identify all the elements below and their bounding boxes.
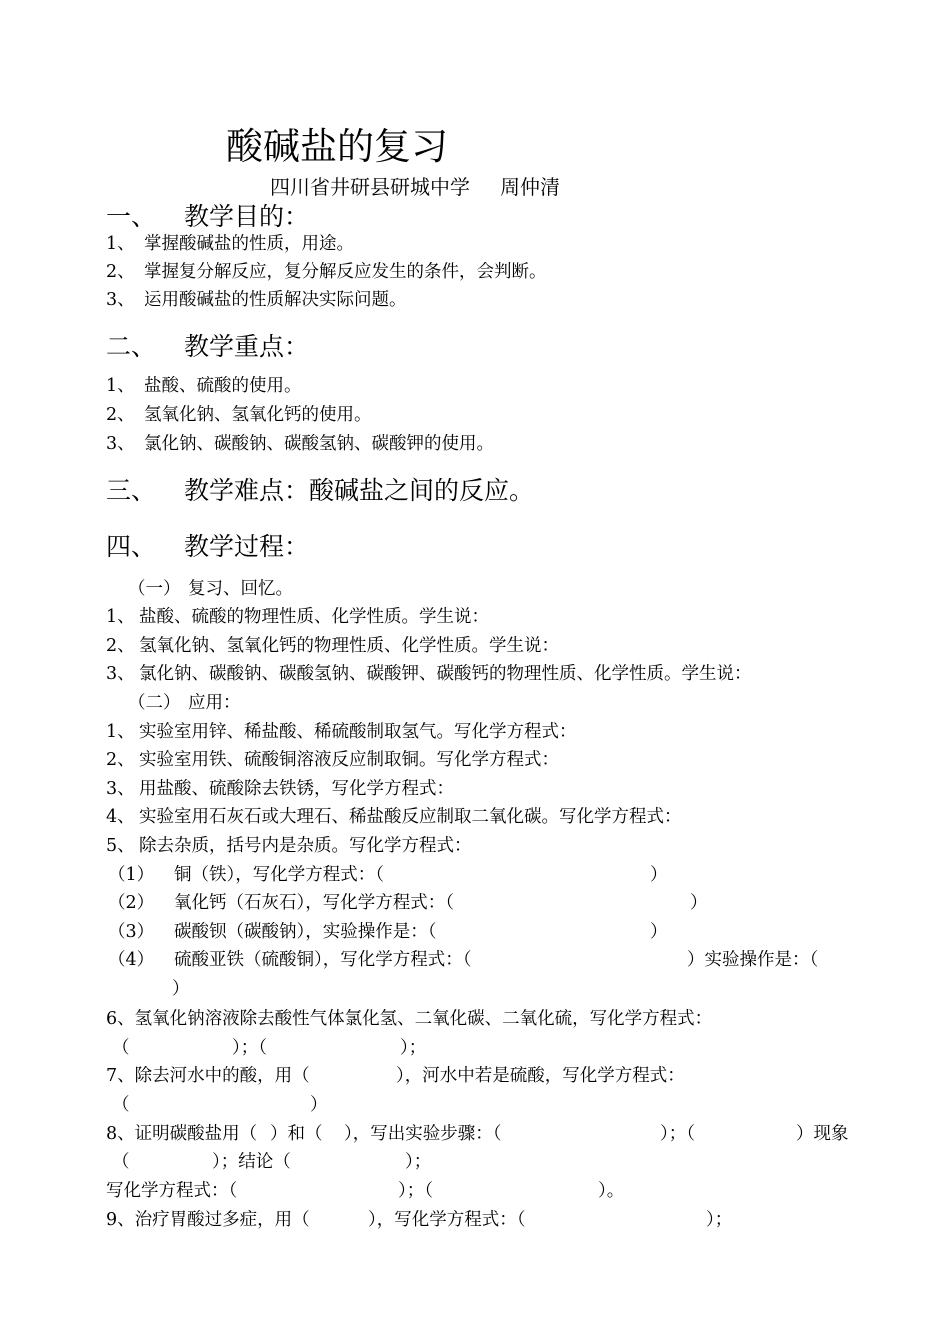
blank-close: ） xyxy=(172,979,190,999)
sub-item: （4） 硫酸亚铁（硫酸铜），写化学方程式：（ xyxy=(108,950,472,970)
question-7-cont: ），河水中若是硫酸，写化学方程式： xyxy=(396,1066,685,1086)
list-item: 3、 运用酸碱盐的性质解决实际问题。 xyxy=(106,290,407,310)
list-item: 3、 用盐酸、硫酸除去铁锈，写化学方程式： xyxy=(106,779,454,799)
blank-open: （ xyxy=(112,1152,130,1172)
section-heading-process xyxy=(106,527,309,563)
question-8-and: ）和（ xyxy=(270,1124,323,1144)
section-label: 教学过程： xyxy=(184,532,310,561)
question-8-phenomenon: ）现象 xyxy=(796,1124,849,1144)
list-item: 1、 盐酸、硫酸的物理性质、化学性质。学生说： xyxy=(106,607,489,627)
section-label: 教学重点： xyxy=(184,332,310,361)
blank-close: ）； xyxy=(706,1210,733,1230)
section-heading-goals xyxy=(106,197,309,233)
blank-close: ）。 xyxy=(598,1181,625,1201)
blank-open: （ xyxy=(112,1038,130,1058)
section-number: 一、 xyxy=(106,202,157,231)
author-name: 周仲清 xyxy=(500,175,560,199)
blank-close: ） xyxy=(650,865,668,885)
question-8: 8、证明碳酸盐用（ xyxy=(106,1124,258,1144)
section-heading-difficulty xyxy=(106,471,534,507)
question-8-steps: ），写出实验步骤：（ xyxy=(344,1124,502,1144)
list-item: 4、 实验室用石灰石或大理石、稀盐酸反应制取二氧化碳。写化学方程式： xyxy=(106,807,682,827)
blank-close: ）； xyxy=(405,1152,432,1172)
list-item: 2、 实验室用铁、硫酸铜溶液反应制取铜。写化学方程式： xyxy=(106,750,559,770)
blank-open: （ xyxy=(112,1095,130,1115)
question-6: 6、氢氧化钠溶液除去酸性气体氯化氢、二氧化碳、二氧化硫，写化学方程式： xyxy=(106,1009,713,1029)
section-number: 四、 xyxy=(106,532,157,561)
blank-separator: ）；（ xyxy=(232,1038,267,1058)
author-school: 四川省井研县研城中学 xyxy=(270,175,470,199)
list-item: 1、 掌握酸碱盐的性质，用途。 xyxy=(106,234,354,254)
list-item: 5、 除去杂质，括号内是杂质。写化学方程式： xyxy=(106,836,472,856)
list-item: 2、 氢氧化钠、氢氧化钙的使用。 xyxy=(106,405,372,425)
section-label: 教学难点：酸碱盐之间的反应。 xyxy=(184,476,535,505)
blank-separator: ）；（ xyxy=(660,1124,695,1144)
sub-item: （1） 铜（铁），写化学方程式：（ xyxy=(108,865,384,885)
question-9-equation: ），写化学方程式：（ xyxy=(368,1210,526,1230)
list-item: 2、 掌握复分解反应，复分解反应发生的条件，会判断。 xyxy=(106,262,547,282)
author-line xyxy=(270,171,560,200)
list-item: 3、 氯化钠、碳酸钠、碳酸氢钠、碳酸钾的使用。 xyxy=(106,434,494,454)
blank-close: ） xyxy=(650,922,668,942)
section-heading-keys xyxy=(106,327,309,363)
blank-close: ）实验操作是：（ xyxy=(687,950,819,970)
blank-close: ） xyxy=(690,893,708,913)
question-8-conclusion: ）；结论（ xyxy=(212,1152,291,1172)
sub-item: （3） 碳酸钡（碳酸钠），实验操作是：（ xyxy=(108,922,437,942)
list-item: 2、 氢氧化钠、氢氧化钙的物理性质、化学性质。学生说： xyxy=(106,636,559,656)
list-item: 1、 实验室用锌、稀盐酸、稀硫酸制取氢气。写化学方程式： xyxy=(106,722,577,742)
list-item: 1、 盐酸、硫酸的使用。 xyxy=(106,376,302,396)
question-7: 7、除去河水中的酸，用（ xyxy=(106,1066,310,1086)
blank-close: ）； xyxy=(400,1038,427,1058)
section-number: 二、 xyxy=(106,332,157,361)
subsection-heading-review: （一） 复习、回忆。 xyxy=(128,579,293,599)
blank-separator: ）；（ xyxy=(398,1181,433,1201)
sub-item: （2） 氧化钙（石灰石），写化学方程式：（ xyxy=(108,893,454,913)
list-item: 3、 氯化钠、碳酸钠、碳酸氢钠、碳酸钾、碳酸钙的物理性质、化学性质。学生说： xyxy=(106,664,752,684)
document-title: 酸碱盐的复习 xyxy=(226,125,448,168)
section-number: 三、 xyxy=(106,476,157,505)
blank-close: ） xyxy=(310,1095,328,1115)
subsection-heading-application: （二） 应用： xyxy=(128,693,241,713)
question-8-equation: 写化学方程式：（ xyxy=(106,1181,238,1201)
question-9: 9、治疗胃酸过多症，用（ xyxy=(106,1210,310,1230)
section-label: 教学目的： xyxy=(184,202,310,231)
